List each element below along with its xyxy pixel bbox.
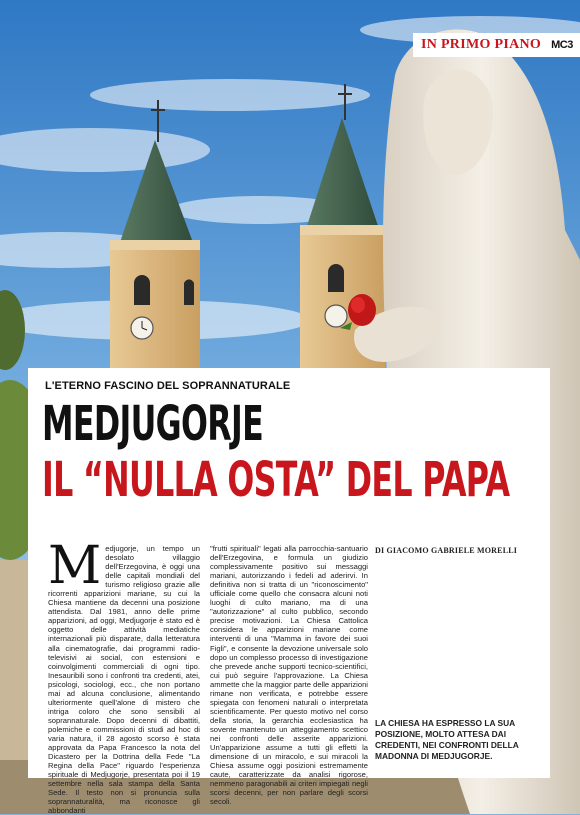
byline: DI GIACOMO GABRIELE MORELLI — [375, 546, 518, 555]
headline-line-1: MEDJUGORJE — [42, 396, 264, 452]
section-label: IN PRIMO PIANO — [421, 37, 542, 52]
headline-line-2: IL “NULLA OSTA” DEL PAPA — [42, 452, 510, 508]
column-1-text: edjugorje, un tempo un desolato villaggio dell'Erzegovina, è oggi una delle capitali mondiali del turismo religioso grazie alle ricorrenti apparizioni mariane, su cui la Chiesa mantiene da decenni una posizione attendista. Dal 1981, anno delle prime apparizioni, ad oggi, Medjugorje è stato ed è oggetto delle attività mediatiche internazionali più disparate, dalla letteratura alla cinematografie, dai programmi radio-televisivi ai social, con estensioni e coinvolgimenti commerciali di ogni tipo. Inesauribili sono i confronti tra credenti, atei, psicologi, sociologi, ecc., che non portano mai ad alcuna conclusione, alimentando ulteriormente quell'alone di mistero che intriga coloro che sono sensibili al soprannaturale. Dopo decenni di dibattiti, polemiche e commissioni di studi ad hoc di varia natura, il 28 agosto scorso è stata approvata da Papa Francesco la nota del Dicastero per la Dottrina della Fede "La Regina della Pace" riguardo l'esperienza spirituale di Medjugorje, presentata poi il 19 settembre nella sala stampa della Santa Sede. Il testo non si pronuncia sulla soprannaturalità, ma riconosce gli abbondanti — [48, 544, 200, 815]
article-kicker: L'ETERNO FASCINO DEL SOPRANNATURALE — [45, 380, 291, 392]
magazine-logo: MC3 — [551, 39, 573, 51]
section-header — [413, 33, 580, 57]
article-column-2: "frutti spirituali" legati alla parrocchia-santuario dell'Erzegovina, e formula un giudizio complessivamente positivo sui messaggi mariani, autorizzando i fedeli ad aderirvi. In definitiva non si tratta di un "riconoscimento" ufficiale come quello che consacra alcuni noti luoghi di culto mariano, ma di una "autorizzazione" al culto pubblico, secondo precise motivazioni. La Chiesa Cattolica considera le apparizioni mariane come interventi di una "Mamma in favore dei suoi Figli", e consente la devozione universale solo dopo un complesso processo di investigazione che prevede anche supporti tecnico-scientifici, cui può seguire l'approvazione. La Chiesa ammette che la maggior parte delle apparizioni rimane non verificata, e potrebbe essere spiegata con fenomeni naturali o interpretata scientificamente. Per questo motivo nel corso della storia, la gerarchia ecclesiastica ha sovente mantenuto un atteggiamento scettico nei confronti delle asserite apparizioni. Un'apparizione assume a tutti gli effetti la dimensione di un miracolo, e sui miracoli la Chiesa assume oggi posizioni estremamente caute, caratterizzate da analisi rigorose, nemmeno paragonabili ai criteri impiegati negli scorsi decenni, per non parlare degli scorsi secoli. — [210, 544, 368, 807]
article-panel — [28, 368, 550, 815]
pull-quote: LA CHIESA HA ESPRESSO LA SUA POSIZIONE, MOLTO ATTESA DAI CREDENTI, NEI CONFRONTI DELLA MADONNA DI MEDJUGORJE. — [375, 718, 519, 761]
article-column-1 — [48, 536, 200, 815]
drop-cap: M — [48, 536, 102, 596]
